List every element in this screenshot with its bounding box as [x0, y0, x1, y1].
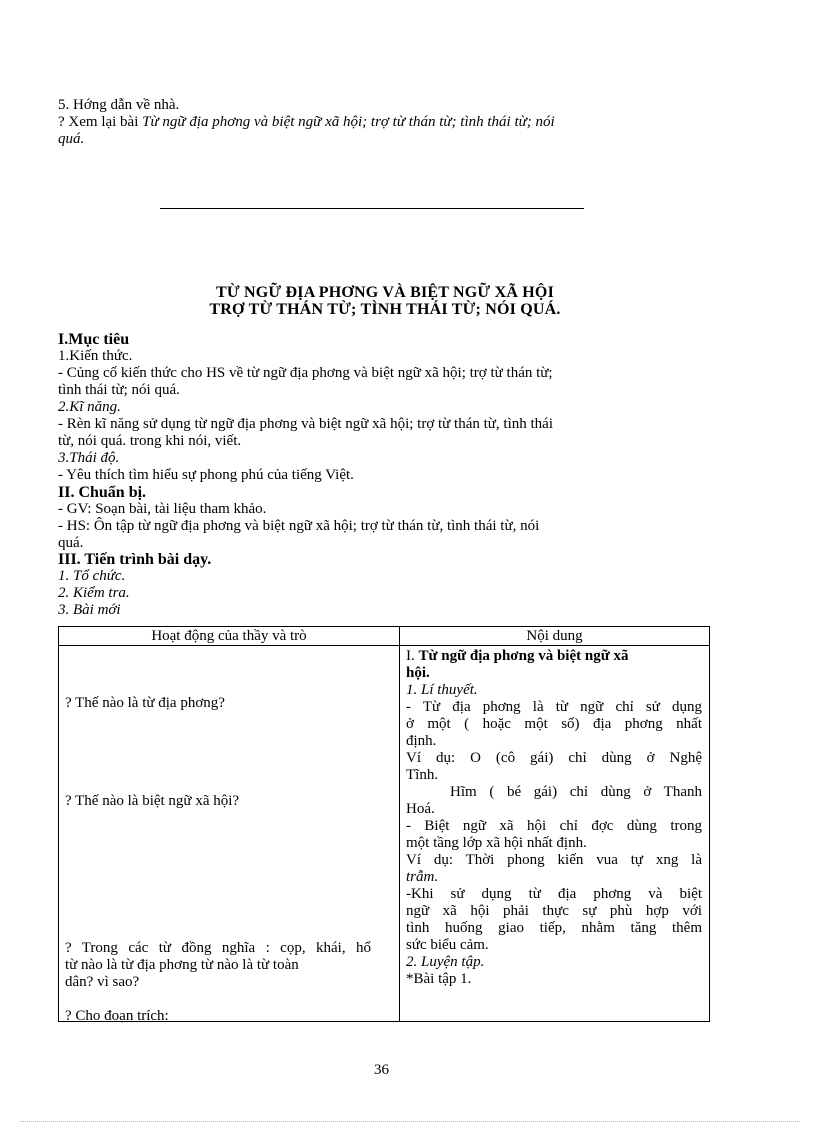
- homework-review-topic: Từ ngữ địa phơng và biệt ngữ xã hội; trợ từ thán từ; tình thái từ; nói: [142, 114, 555, 130]
- lesson-title-line2: TRỢ TỪ THÁN TỪ; TÌNH THÁI TỪ; NÓI QUÁ.: [209, 301, 561, 318]
- homework-review-prefix: ? Xem lại bài: [58, 114, 143, 130]
- page-number: 36: [374, 1062, 389, 1078]
- skills-text-1: - Rèn kĩ năng sử dụng từ ngữ địa phơng và biệt ngữ xã hội; trợ từ thán từ, tình thái: [58, 416, 553, 432]
- question-synonyms-3: dân? vì sao?: [65, 974, 140, 990]
- definition-local-3: định.: [406, 733, 437, 749]
- question-synonyms-1: ? Trong các từ đồng nghĩa : cọp, khái, hổ: [65, 940, 371, 956]
- exercise-1-label: *Bài tập 1.: [406, 971, 472, 987]
- example-local-1: Ví dụ: O (cô gái) chỉ dùng ở Nghệ: [406, 750, 702, 766]
- content-cell: [400, 646, 710, 1022]
- section-title-line1: [406, 648, 628, 665]
- table-header-row: [59, 627, 710, 646]
- preparation-students-1: - HS: Ôn tập từ ngữ địa phơng và biệt ngữ xã hội; trợ từ thán từ, tình thái từ, nói: [58, 518, 540, 534]
- page-bottom-edge: [20, 1121, 800, 1122]
- header-content: Nội dung: [400, 627, 710, 646]
- activity-cell: [59, 646, 400, 1022]
- procedure-step-2: 2. Kiểm tra.: [58, 585, 130, 601]
- knowledge-label: 1.Kiến thức.: [58, 348, 133, 364]
- homework-review-line: [58, 114, 555, 131]
- skills-text-2: từ, nói quá. trong khi nói, viết.: [58, 433, 242, 449]
- homework-heading: 5. Hớng dẫn về nhà.: [58, 97, 180, 113]
- knowledge-text-2: tình thái từ; nói quá.: [58, 382, 180, 398]
- section-divider: [160, 208, 584, 209]
- question-local-words: ? Thế nào là từ địa phơng?: [65, 695, 225, 711]
- procedure-step-1: 1. Tổ chức.: [58, 568, 126, 584]
- practice-label: 2. Luyện tập.: [406, 954, 485, 970]
- usage-note-2: ngữ xã hội phải thực sự phù hợp với: [406, 903, 702, 919]
- usage-note-4: sức biểu cảm.: [406, 937, 489, 953]
- objectives-heading: I.Mục tiêu: [58, 331, 130, 348]
- preparation-heading: II. Chuẩn bị.: [58, 484, 147, 501]
- lesson-table: [58, 626, 710, 1022]
- skills-label: 2.Kĩ năng.: [58, 399, 121, 415]
- question-synonyms-2: từ nào là từ địa phơng từ nào là từ toàn: [65, 957, 299, 973]
- homework-review-topic-cont: quá.: [58, 131, 85, 147]
- preparation-students-2: quá.: [58, 535, 84, 551]
- knowledge-text-1: - Củng cố kiến thức cho HS về từ ngữ địa phơng và biệt ngữ xã hội; trợ từ thán từ;: [58, 365, 553, 381]
- definition-jargon-1: - Biệt ngữ xã hội chỉ đợc dùng trong: [406, 818, 702, 834]
- lesson-title-line1: TỪ NGỮ ĐỊA PHƠNG VÀ BIỆT NGỮ XÃ HỘI: [216, 284, 554, 301]
- section-title: Từ ngữ địa phơng và biệt ngữ xã: [418, 648, 629, 664]
- example-local-4: Hoá.: [406, 801, 435, 817]
- definition-local-2: ở một ( hoặc một số) địa phơng nhất: [406, 716, 702, 732]
- example-jargon-1: Ví dụ: Thời phong kiến vua tự xng là: [406, 852, 702, 868]
- question-passage: ? Cho đoạn trích:: [65, 1008, 169, 1024]
- header-teacher-student-activity: Hoạt động của thầy và trò: [59, 627, 400, 646]
- question-social-jargon: ? Thế nào là biệt ngữ xã hội?: [65, 793, 240, 809]
- attitude-text: - Yêu thích tìm hiểu sự phong phú của tiếng Việt.: [58, 467, 354, 483]
- usage-note-1: -Khi sử dụng từ địa phơng và biệt: [406, 886, 702, 902]
- definition-jargon-2: một tầng lớp xã hội nhất định.: [406, 835, 587, 851]
- section-title-line2: hội.: [406, 665, 430, 681]
- example-jargon-2: trẫm.: [406, 869, 439, 885]
- preparation-teacher: - GV: Soạn bài, tài liệu tham khảo.: [58, 501, 267, 517]
- table-row: [59, 646, 710, 1022]
- attitude-label: 3.Thái độ.: [58, 450, 120, 466]
- example-local-2: Tĩnh.: [406, 767, 439, 783]
- example-local-3: Hĩm ( bé gái) chỉ dùng ở Thanh: [450, 784, 702, 800]
- section-number: I.: [406, 648, 415, 664]
- procedure-step-3: 3. Bài mới: [58, 602, 121, 618]
- theory-label: 1. Lí thuyết.: [406, 682, 478, 698]
- procedure-heading: III. Tiến trình bài dạy.: [58, 551, 212, 568]
- usage-note-3: tình huống giao tiếp, nhằm tăng thêm: [406, 920, 702, 936]
- definition-local-1: - Từ địa phơng là từ ngữ chỉ sử dụng: [406, 699, 702, 715]
